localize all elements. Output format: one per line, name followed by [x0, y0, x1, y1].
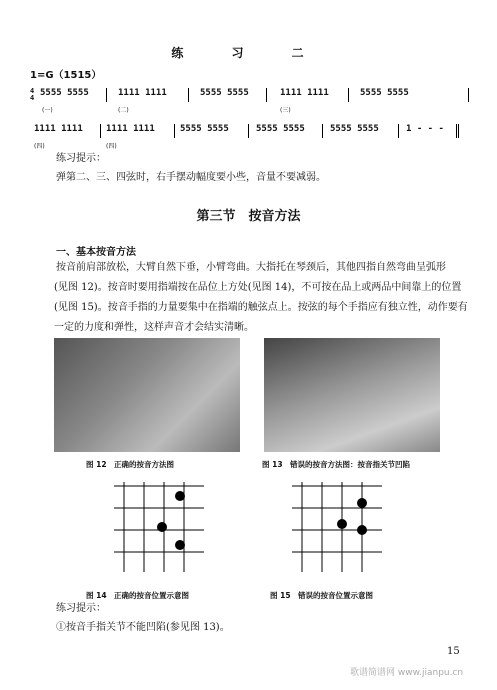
paragraph-line: 一定的力度和弹性，这样声音才会结实清晰。 [54, 322, 254, 333]
final-barline [456, 124, 459, 138]
time-signature-bottom: 4 [30, 94, 35, 102]
measure: 5555 5555 [180, 124, 229, 134]
finger-dot [157, 522, 167, 532]
barline [322, 124, 323, 138]
watermark: 歌谱简谱网 www.jianpu.cn [350, 668, 464, 678]
fret-diagram-wrong [292, 472, 382, 572]
photo-correct-hand [54, 338, 240, 452]
fig14-caption: 图 14 正确的按音位置示意图 [86, 591, 190, 600]
barline [174, 124, 175, 138]
fret-diagram-correct [114, 472, 204, 572]
finger-dot [175, 540, 185, 550]
barline [266, 88, 267, 102]
tips2-line: ①按音手指关节不能凹陷(参见图 13)。 [56, 622, 230, 633]
measure: 1111 1111 [106, 124, 155, 134]
finger-dot [175, 491, 185, 501]
paragraph-line: (见图 12)。按音时要用指端按在品位上方处(见图 14)，不可按在品上或两品中间靠上的位置 [54, 282, 462, 293]
measure: 5555 5555 [360, 88, 409, 98]
measure: 5555 5555 [200, 88, 249, 98]
string-tag: (二) [118, 107, 129, 114]
fig15-caption: 图 15 错误的按音位置示意图 [270, 591, 374, 600]
subsection-title: 一、基本按音方法 [56, 247, 136, 258]
measure: 1111 1111 [280, 88, 329, 98]
measure: 5555 5555 [40, 88, 89, 98]
time-signature [30, 88, 34, 102]
barline [468, 88, 469, 102]
measure: 1111 1111 [34, 124, 83, 134]
measure: 1111 1111 [118, 88, 167, 98]
measure: 5555 5555 [330, 124, 379, 134]
notation-row-1 [30, 88, 470, 118]
barline [188, 88, 189, 102]
barline [248, 124, 249, 138]
finger-dot [337, 519, 347, 529]
measure: 5555 5555 [256, 124, 305, 134]
photo-wrong-hand [264, 338, 440, 452]
measure: 1 - - - [406, 124, 444, 134]
paragraph [56, 258, 476, 338]
barline [100, 124, 101, 138]
fig13-caption: 图 13 错误的按音方法图：按音指关节凹陷 [262, 460, 411, 469]
barline [106, 88, 107, 102]
string-tag: (四) [34, 143, 45, 150]
exercise-title: 练 习 二 [171, 46, 326, 60]
string-tag: (三) [280, 107, 291, 114]
string-tag: (四) [106, 143, 117, 150]
time-signature-top: 4 [30, 87, 35, 95]
fig12-caption: 图 12 正确的按音方法图 [86, 460, 175, 469]
string-tag: (一) [42, 107, 53, 114]
section-title: 第三节 按音方法 [196, 209, 301, 224]
paragraph-line: (见图 15)。按音手指的力量要集中在指端的触弦点上。按弦的每个手指应有独立性，动作要有 [54, 302, 468, 313]
tips-line: 弹第二、三、四弦时，右手摆动幅度要小些，音量不要减弱。 [56, 172, 326, 183]
paragraph-line: 按音前肩部放松，大臂自然下垂，小臂弯曲。大指托在琴颈后，其他四指自然弯曲呈弧形 [56, 262, 446, 273]
tips2-heading: 练习提示： [56, 603, 106, 614]
tips-heading: 练习提示： [56, 153, 106, 164]
finger-dot [357, 498, 367, 508]
key-signature: 1=G（1515） [30, 70, 102, 81]
barline [348, 88, 349, 102]
barline [398, 124, 399, 138]
finger-dot [357, 525, 367, 535]
page-number: 15 [447, 646, 460, 657]
